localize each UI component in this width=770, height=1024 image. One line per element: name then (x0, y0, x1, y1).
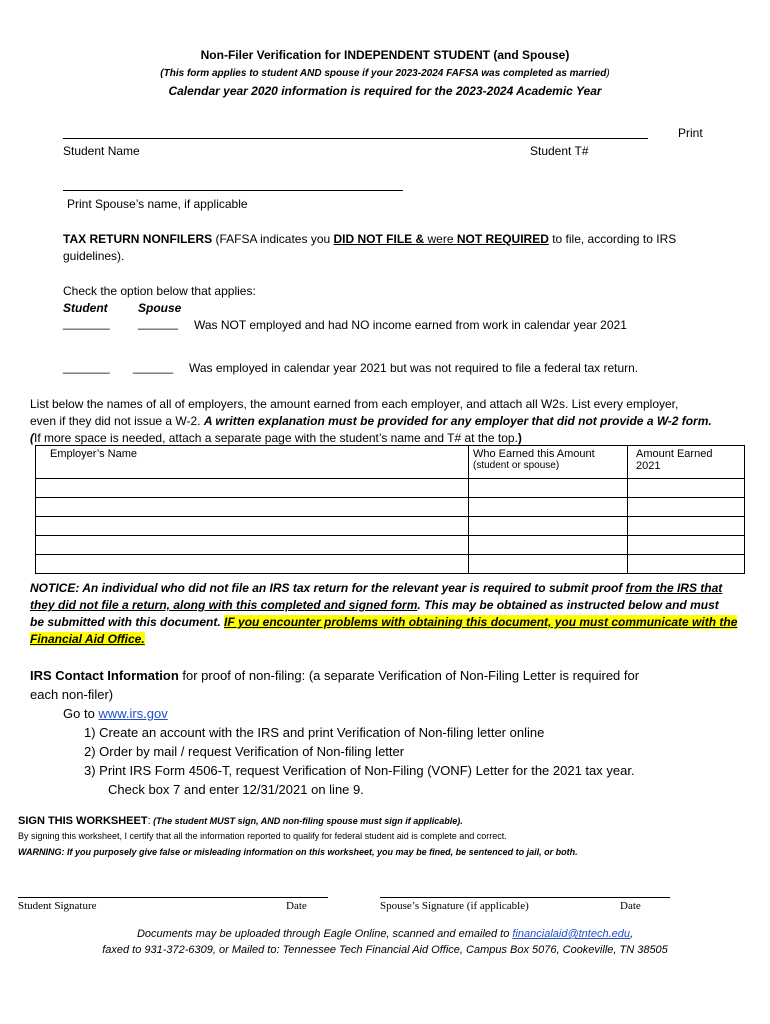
option1-student-blank[interactable]: _______ (63, 316, 110, 330)
print-label: Print (678, 126, 703, 140)
paren-open: ( (30, 431, 34, 445)
irs-link[interactable]: www.irs.gov (98, 706, 168, 721)
form-subtitle (0, 68, 770, 79)
subtitle-close: ) (606, 68, 610, 79)
form-title: Non-Filer Verification for INDEPENDENT STUDENT (and Spouse) (200, 48, 570, 62)
sign-certify: By signing this worksheet, I certify that all the information reported to qualify for federal student aid is complete and correct. (18, 831, 507, 841)
irs-step-1: 1) Create an account with the IRS and print Verification of Non-filing letter online (84, 725, 545, 740)
check-label: Check the option below that applies: (63, 284, 256, 298)
col-spouse-label: Spouse (138, 301, 182, 315)
nonfilers-text2: to file, according to IRS (548, 232, 677, 246)
notice-line3-highlight: IF you encounter problems with obtaining this document, you must communicate with the (224, 615, 738, 629)
not-required: NOT REQUIRED (456, 232, 549, 246)
notice-line3 (30, 615, 737, 629)
did-not-file: DID NOT FILE & (333, 232, 425, 246)
col-student-label: Student (63, 301, 108, 315)
col-who-earned-b: (student or spouse) (473, 460, 560, 471)
employers-line3-text: If more space is needed, attach a separate page with the student’s name and T# at the top. (34, 431, 518, 445)
nonfilers-line2: guidelines). (63, 249, 125, 263)
spouse-name-line[interactable] (63, 190, 403, 191)
notice-line2 (30, 598, 719, 612)
employers-line1: List below the names of all of employers, the amount earned from each employer, and attach all W2s. List every employer, (30, 397, 679, 411)
option2-text: Was employed in calendar year 2021 but was not required to file a federal tax return. (189, 361, 639, 375)
col-amount-b: 2021 (636, 460, 661, 472)
nonfilers-text1: (FAFSA indicates you (212, 232, 334, 246)
notice-line4-highlight: Financial Aid Office. (30, 632, 145, 646)
irs-step-3b: Check box 7 and enter 12/31/2021 on line 9. (108, 782, 364, 797)
nonfilers-lead: TAX RETURN NONFILERS (63, 232, 213, 246)
paren-close: ) (517, 431, 522, 445)
sign-warning: WARNING: If you purposely give false or misleading information on this worksheet, you may be fined, be sentenced to jail, or both. (18, 847, 578, 857)
option2-spouse-blank[interactable]: ______ (133, 360, 174, 374)
employers-line2-plain: even if they did not issue a W-2. (30, 414, 204, 428)
irs-goto (63, 706, 168, 721)
sign-colon: : (147, 815, 151, 827)
footer-line2: faxed to 931-372-6309, or Mailed to: Tennessee Tech Financial Aid Office, Campus Box 5076, Cookeville, TN 38505 (102, 944, 668, 956)
footer-line1 (0, 928, 770, 940)
calendar-line: Calendar year 2020 information is required for the 2023-2024 Academic Year (168, 84, 602, 98)
footer-email-link[interactable]: financialaid@tntech.edu (512, 928, 630, 940)
date-label-1: Date (286, 900, 307, 912)
date-label-2: Date (620, 900, 641, 912)
table-header-row (36, 446, 745, 479)
option1-text: Was NOT employed and had NO income earned from work in calendar year 2021 (194, 318, 627, 332)
spouse-signature-label: Spouse’s Signature (if applicable) (380, 900, 529, 912)
sign-lead: SIGN THIS WORKSHEET (18, 815, 148, 827)
subtitle-text: (This form applies to student AND spouse if your 2023-2024 FAFSA was completed as married (160, 68, 607, 79)
student-name-label: Student Name (63, 144, 140, 158)
irs-step-2: 2) Order by mail / request Verification of Non-filing letter (84, 744, 405, 759)
notice-line1-text: NOTICE: An individual who did not file an IRS tax return for the relevant year is required to submit proof (30, 581, 626, 595)
notice-line1-underline: from the IRS that (625, 581, 723, 595)
student-signature-label: Student Signature (18, 900, 97, 912)
notice-line3-text: be submitted with this document. (30, 615, 225, 629)
were-text: were (424, 232, 457, 246)
student-signature-line[interactable] (18, 897, 328, 898)
goto-text: Go to (63, 706, 99, 721)
nonfilers-line1 (63, 232, 676, 246)
spouse-name-label: Print Spouse’s name, if applicable (67, 197, 248, 211)
table-row[interactable] (36, 498, 745, 517)
footer-text1: Documents may be uploaded through Eagle Online, scanned and emailed to (136, 928, 513, 940)
employers-table (35, 445, 745, 574)
notice-line2-text: . This may be obtained as instructed below and must (417, 598, 719, 612)
employers-line2-bold: A written explanation must be provided for any employer that did not provide a W-2 form. (203, 414, 712, 428)
notice-line2-underline: they did not file a return, along with this completed and signed form (30, 598, 418, 612)
table-row[interactable] (36, 479, 745, 498)
footer-comma: , (630, 928, 634, 940)
option1-spouse-blank[interactable]: ______ (138, 316, 179, 330)
col-who-earned (469, 446, 628, 479)
col-amount-earned (628, 446, 745, 479)
employers-line2 (30, 414, 712, 428)
irs-step-3: 3) Print IRS Form 4506-T, request Verification of Non-Filing (VONF) Letter for the 2021 tax year. (84, 763, 635, 778)
col-amount-a: Amount Earned (636, 448, 713, 460)
table-row[interactable] (36, 536, 745, 555)
table-row[interactable] (36, 555, 745, 574)
student-name-line[interactable] (63, 138, 648, 139)
notice-line4 (30, 632, 145, 646)
spouse-signature-line[interactable] (380, 897, 670, 898)
student-tnum-label: Student T# (530, 144, 589, 158)
table-row[interactable] (36, 517, 745, 536)
irs-text1: for proof of non-filing: (a separate Verification of Non-Filing Letter is required for (178, 668, 640, 683)
irs-line2: each non-filer) (30, 687, 114, 702)
col-employer-name: Employer’s Name (36, 446, 469, 479)
sign-heading (18, 815, 463, 827)
sign-note: (The student MUST sign, AND non-filing spouse must sign if applicable). (150, 816, 463, 826)
col-who-earned-a: Who Earned this Amount (473, 448, 595, 460)
notice-line1 (30, 581, 722, 595)
option2-student-blank[interactable]: _______ (63, 360, 110, 374)
irs-line1 (30, 668, 639, 683)
irs-lead: IRS Contact Information (30, 668, 179, 683)
employers-line3 (30, 431, 522, 445)
